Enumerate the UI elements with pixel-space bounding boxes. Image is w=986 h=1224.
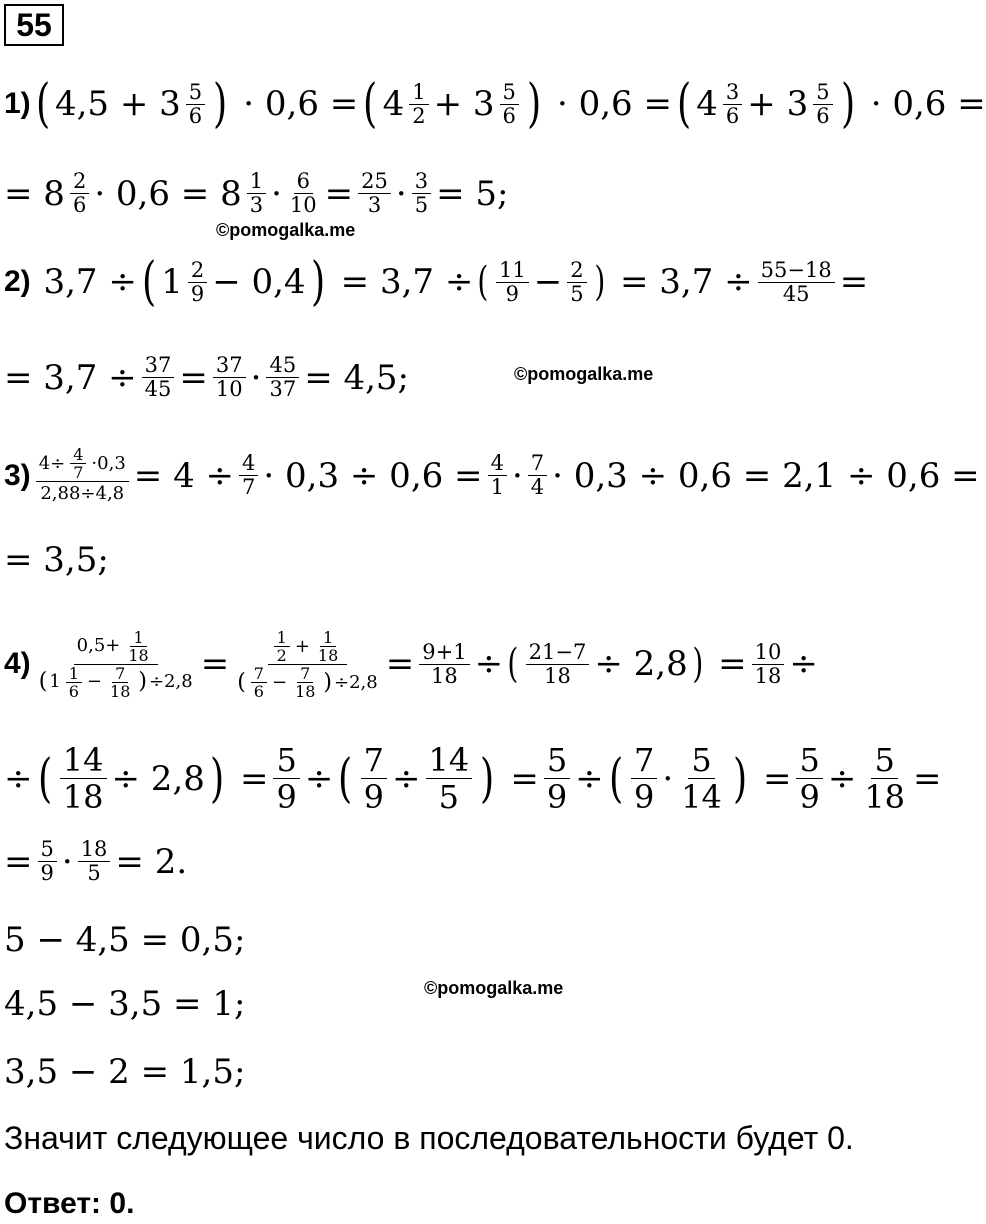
solution-4-line-1: 4) 0,5+ $\frac{1}{18}$ ( 1 $\frac{1}{6}$ − $\frac{7}{18}$ ) ÷2,8 = $\frac{1}{2}$ + $\frac{1}{18}$ ( $\frac{7}{6}$ − $\frac{7}{18}$ ) ÷2,8 = $\frac{9+1}{18}$ ÷ ( $\frac{21-7}{18}$ ÷ 2,8 ) = $\frac{10}{18}$ ÷ bbox=[4, 627, 818, 701]
conclusion-text: Значит следующее число в последовательности будет 0. bbox=[4, 1120, 854, 1156]
answer-text: Ответ: 0. bbox=[4, 1187, 135, 1220]
solution-2-line-1: 2) 3,7 ÷ ( 1 $\frac{2}{9}$ − 0,4 ) = 3,7 ÷ ( $\frac{11}{9}$ − $\frac{2}{5}$ ) = 3,7 ÷ $\frac{55-18}{45}$ = bbox=[4, 252, 869, 312]
solution-4-line-2: ÷ ( $\frac{14}{18}$ ÷ 2,8 ) = $\frac{5}{9}$ ÷ ( $\frac{7}{9}$ ÷ $\frac{14}{5}$ ) = $\frac{5}{9}$ ÷ ( $\frac{7}{9}$ · $\frac{5}{14}$ ) = $\frac{5}{9}$ ÷ $\frac{5}{18}$ = bbox=[4, 741, 942, 816]
item-label-3: 3) bbox=[4, 458, 31, 492]
problem-number: 55 bbox=[4, 4, 64, 46]
difference-2: 4,5 − 3,5 = 1; bbox=[4, 984, 246, 1024]
watermark-2: ©pomogalka.me bbox=[514, 364, 654, 384]
solution-3-line-1: 3) 4÷ $\frac{4}{7}$ ·0,3 2,88÷4,8 = 4 ÷ $\frac{4}{7}$ · 0,3 ÷ 0,6 = $\frac{4}{1}$ · $\frac{7}{4}$ · 0,3 ÷ 0,6 = 2,1 ÷ 0,6 = bbox=[4, 445, 980, 504]
watermark-3: ©pomogalka.me bbox=[424, 978, 564, 998]
solution-1-line-1: 1) ( 4,5 + 3 $\frac{5}{6}$ ) · 0,6 = ( 4 $\frac{1}{2}$ + 3 $\frac{5}{6}$ ) · 0,6 = ( 4 $\frac{3}{6}$ + 3 $\frac{5}{6}$ ) · 0,6 = bbox=[4, 74, 986, 134]
difference-3: 3,5 − 2 = 1,5; bbox=[4, 1052, 246, 1092]
difference-1: 5 − 4,5 = 0,5; bbox=[4, 920, 246, 960]
watermark-1: ©pomogalka.me bbox=[216, 220, 356, 240]
item-label-2: 2) bbox=[4, 265, 31, 298]
solution-4-line-3: = $\frac{5}{9}$ · $\frac{18}{5}$ = 2. bbox=[4, 837, 188, 885]
solution-1-line-2: = 8 $\frac{2}{6}$ · 0,6 = 8 $\frac{1}{3}$ · $\frac{6}{10}$ = $\frac{25}{3}$ · $\frac{3}{5}$ = 5; bbox=[4, 169, 509, 217]
solution-2-line-2: = 3,7 ÷ $\frac{37}{45}$ = $\frac{37}{10}$ · $\frac{45}{37}$ = 4,5; bbox=[4, 353, 410, 401]
item-label-1: 1) bbox=[4, 87, 31, 120]
item-label-4: 4) bbox=[4, 647, 31, 680]
solution-3-line-2: = 3,5; bbox=[4, 540, 109, 580]
